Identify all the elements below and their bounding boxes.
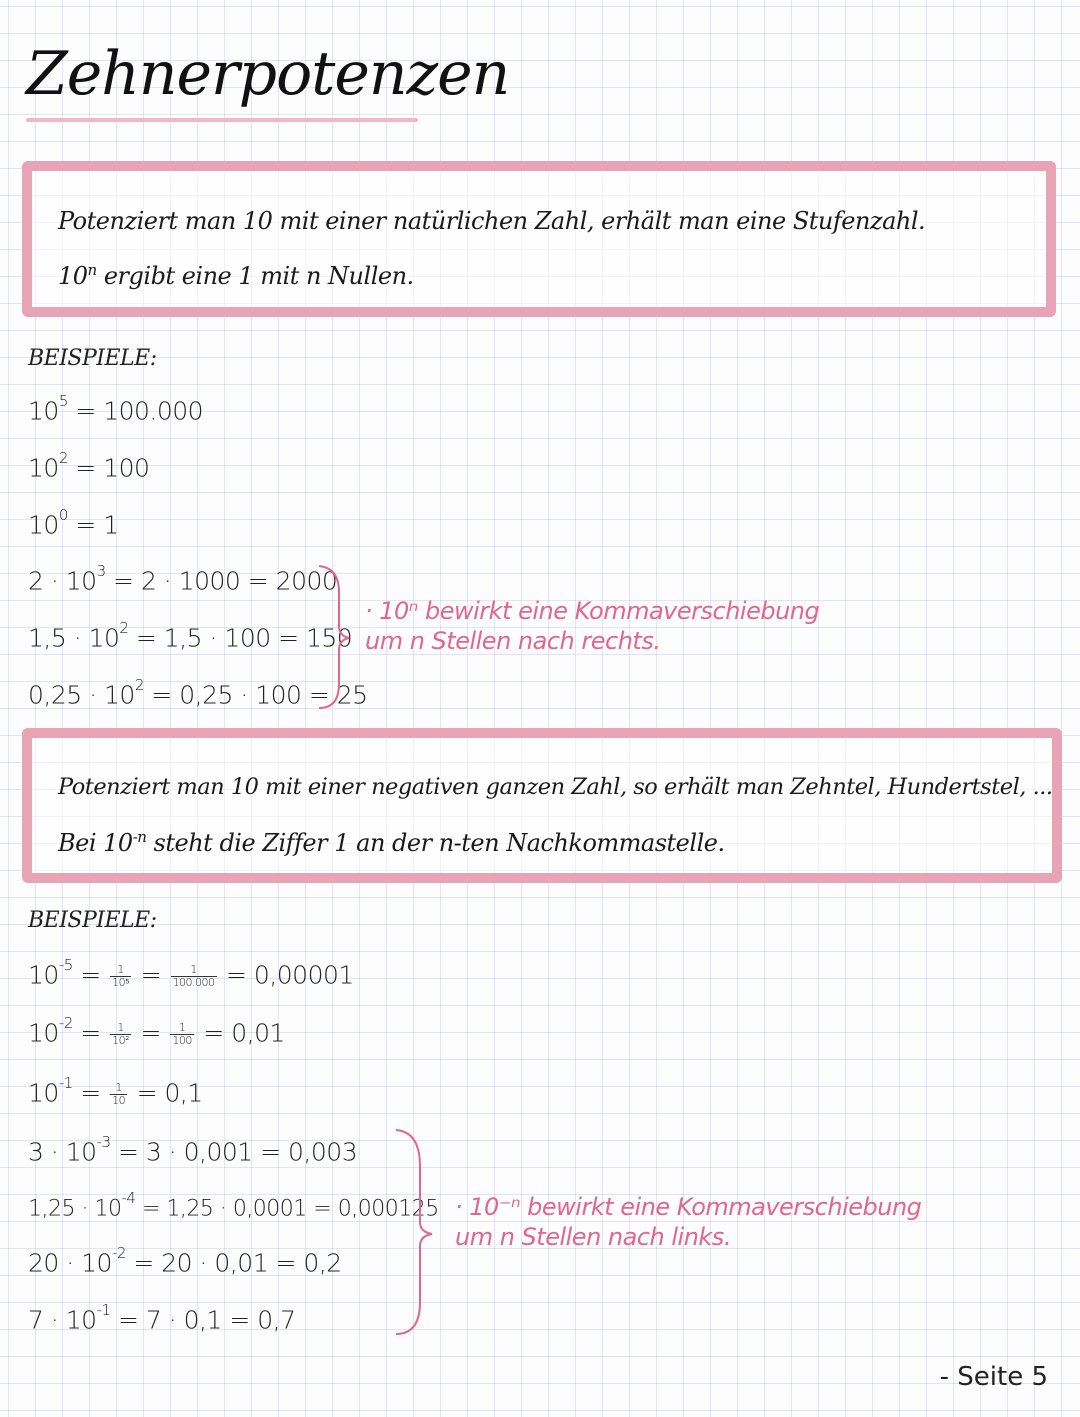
rule-box-negative <box>22 728 1062 883</box>
example-row: $20 \cdot 10^{-2} = 20 \cdot 0,01 = 0,2$ <box>28 1244 342 1278</box>
example-row: $1,5 \cdot 10^2 = 1,5 \cdot 100 = 150$ <box>28 619 353 653</box>
example-row: $0,25 \cdot 10^2 = 0,25 \cdot 100 = 25$ <box>28 676 368 710</box>
example-row: $3 \cdot 10^{-3} = 3 \cdot 0,001 = 0,003$ <box>28 1133 358 1167</box>
fraction: $\frac{1}{10}$ <box>112 1080 126 1107</box>
rule-exponent: n <box>87 261 97 279</box>
note-comma-shift-right: · 10ⁿ bewirkt eine Kommaverschiebung um n Stellen nach rechts. <box>365 597 820 655</box>
example-row: $10^{-1}$ = $\frac{1}{10}$ = 0,1 <box>28 1074 203 1108</box>
rule-text: ergibt eine 1 mit n Nullen. <box>96 262 414 290</box>
rule-text-line-2 <box>58 261 414 290</box>
page-number: - Seite 5 <box>939 1362 1048 1392</box>
example-row: $7 \cdot 10^{-1} = 7 \cdot 0,1 = 0,7$ <box>28 1301 296 1335</box>
note-comma-shift-left: · 10⁻ⁿ bewirkt eine Kommaverschiebung um n Stellen nach links. <box>455 1193 922 1251</box>
rule-text-line-1: Potenziert man 10 mit einer natürlichen Zahl, erhält man eine Stufenzahl. <box>58 207 926 235</box>
title-underline <box>26 118 418 122</box>
rule-text-line-1: Potenziert man 10 mit einer negativen ganzen Zahl, so erhält man Zehntel, Hundertstel, ... <box>58 774 1053 800</box>
fraction: $\frac{1}{100.000}$ <box>172 962 215 989</box>
example-row: $10^{-2}$ = $\frac{1}{\text{10²}}$ = $\frac{1}{100}$ = 0,01 <box>28 1014 285 1048</box>
example-row: $1,25 \cdot 10^{-4} = 1,25 \cdot 0,0001 = 0,000125$ <box>28 1189 439 1222</box>
brace-right-1 <box>315 562 355 712</box>
fraction: $\frac{1}{100}$ <box>172 1020 192 1047</box>
examples-heading-1: BEISPIELE: <box>28 346 157 371</box>
rule-box-natural <box>22 161 1056 317</box>
fraction: $\frac{1}{\text{10²}}$ <box>112 1020 130 1047</box>
example-row: $2 \cdot 10^3 = 2 \cdot 1000 = 2000$ <box>28 562 338 596</box>
example-row: $10^2 = 100$ <box>28 449 150 483</box>
fraction: $\frac{1}{\text{10⁵}}$ <box>112 962 130 989</box>
brace-right-2 <box>392 1126 436 1338</box>
page-title: Zehnerpotenzen <box>26 39 510 109</box>
rule-base: 10 <box>58 262 88 290</box>
rule-text-line-2: Bei $10^{-n}$ steht die Ziffer 1 an der n-ten Nachkommastelle. <box>58 828 725 857</box>
example-row: $10^{-5}$ = $\frac{1}{\text{10⁵}}$ = $\frac{1}{100.000}$ = 0,00001 <box>28 956 354 990</box>
example-row: $10^0 = 1$ <box>28 506 119 540</box>
examples-heading-2: BEISPIELE: <box>28 908 157 933</box>
example-row: $10^5 = 100.000$ <box>28 392 204 426</box>
